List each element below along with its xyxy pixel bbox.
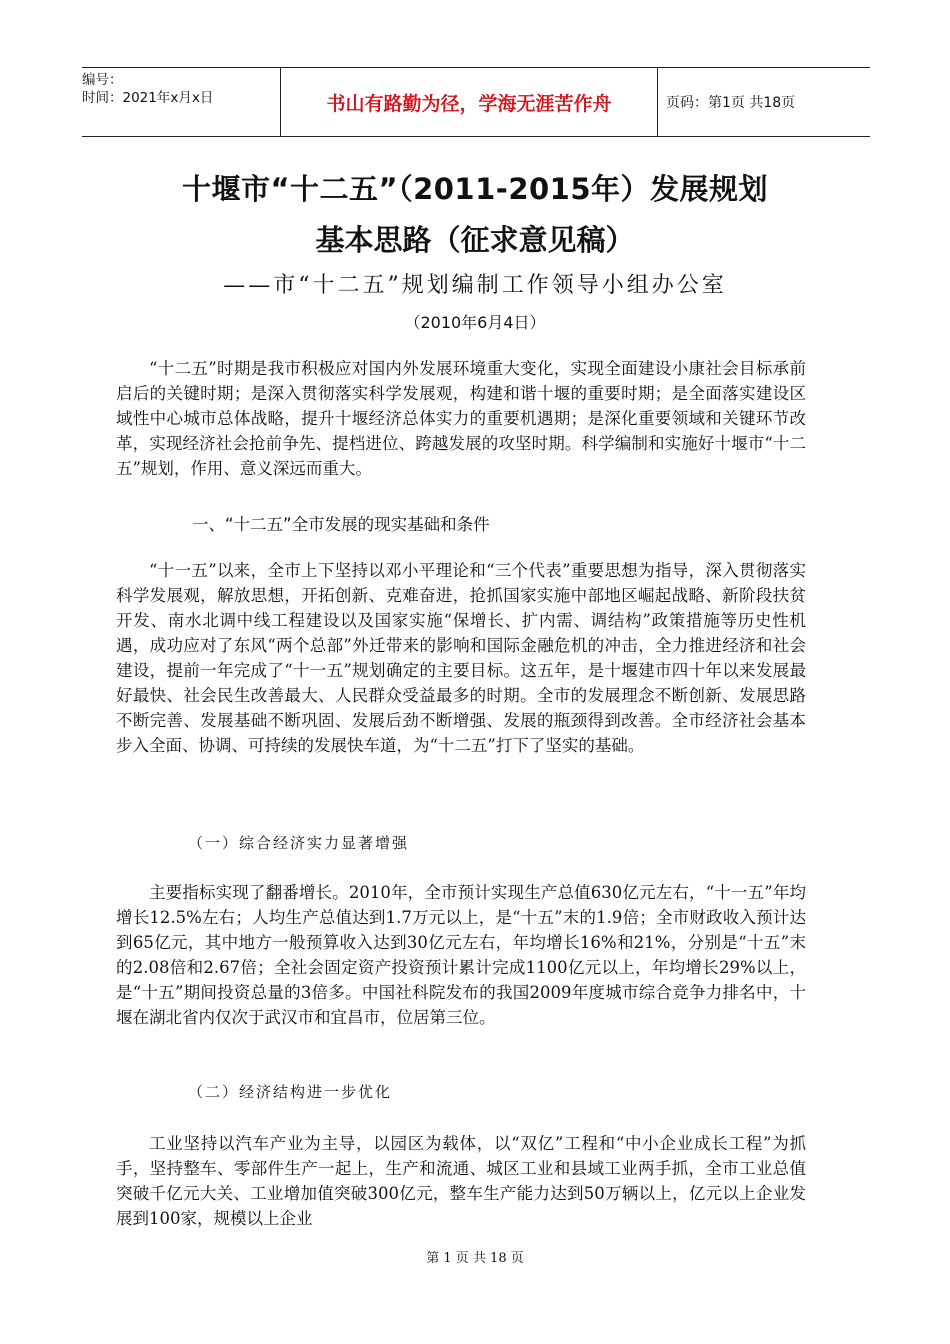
document-header (82, 67, 870, 137)
header-motto: 书山有路勤为径，学海无涯苦作舟 (281, 68, 658, 136)
subsection-heading-1: （一）综合经济实力显著增强 (188, 834, 410, 852)
document-title-line1: 十堰市“十二五”（2011-2015年）发展规划 (181, 172, 769, 206)
paragraph-3: 主要指标实现了翻番增长。2010年，全市预计实现生产总值630亿元左右，“十一五”年均增长12.5%左右；人均生产总值达到1.7万元以上，是“十五”末的1.9倍；全市财政收入预计达到65亿元，其中地方一般预算收入达到30亿元左右，年均增长16%和21%，分别是“十五”末的2.08倍和2.67倍；全社会固定资产投资预计累计完成1100亿元以上，年均增长29%以上，是“十五”期间投资总量的3倍多。中国社科院发布的我国2009年度城市综合竞争力排名中，十堰在湖北省内仅次于武汉市和宜昌市，位居第三位。 (116, 883, 806, 1027)
subsection-heading-2: （二）经济结构进一步优化 (188, 1083, 393, 1101)
header-page-code: 页码：第1页 共18页 (666, 95, 796, 111)
number-label: 编号： (82, 72, 123, 88)
document-title-line2: 基本思路（征求意见稿） (315, 223, 635, 257)
time-label: 时间：2021年x月x日 (82, 90, 214, 106)
paragraph-2: “十一五”以来，全市上下坚持以邓小平理论和“三个代表”重要思想为指导，深入贯彻落实科学发展观，解放思想，开拓创新、克难奋进，抢抓国家实施中部地区崛起战略、新阶段扶贫开发、南水北调中线工程建设以及国家实施“保增长、扩内需、调结构”政策措施等历史性机遇，成功应对了东风“两个总部”外迁带来的影响和国际金融危机的冲击，全力推进经济和社会建设，提前一年完成了“十一五”规划确定的主要目标。这五年，是十堰建市四十年以来发展最好最快、社会民生改善最大、人民群众受益最多的时期。全市的发展理念不断创新、发展思路不断完善、发展基础不断巩固、发展后劲不断增强、发展的瓶颈得到改善。全市经济社会基本步入全面、协调、可持续的发展快车道，为“十二五”打下了坚实的基础。 (116, 561, 806, 755)
document-subtitle: ——市“十二五”规划编制工作领导小组办公室 (223, 273, 727, 298)
paragraph-1: “十二五”时期是我市积极应对国内外发展环境重大变化，实现全面建设小康社会目标承前启后的关键时期；是深入贯彻落实科学发展观，构建和谐十堰的重要时期；是全面落实建设区域性中心城市总体战略，提升十堰经济总体实力的重要机遇期；是深化重要领域和关键环节改革，实现经济社会抢前争先、提档进位、跨越发展的攻坚时期。科学编制和实施好十堰市“十二五”规划，作用、意义深远而重大。 (116, 359, 806, 478)
header-meta (82, 68, 281, 136)
section-heading-1: 一、“十二五”全市发展的现实基础和条件 (192, 515, 490, 534)
document-date: （2010年6月4日） (404, 313, 546, 332)
page-footer: 第 1 页 共 18 页 (426, 1251, 524, 1266)
paragraph-4: 工业坚持以汽车产业为主导，以园区为载体，以“双亿”工程和“中小企业成长工程”为抓手，坚持整车、零部件生产一起上，生产和流通、城区工业和县域工业两手抓，全市工业总值突破千亿元大关、工业增加值突破300亿元，整车生产能力达到50万辆以上，亿元以上企业发展到100家，规模以上企业 (116, 1134, 806, 1228)
